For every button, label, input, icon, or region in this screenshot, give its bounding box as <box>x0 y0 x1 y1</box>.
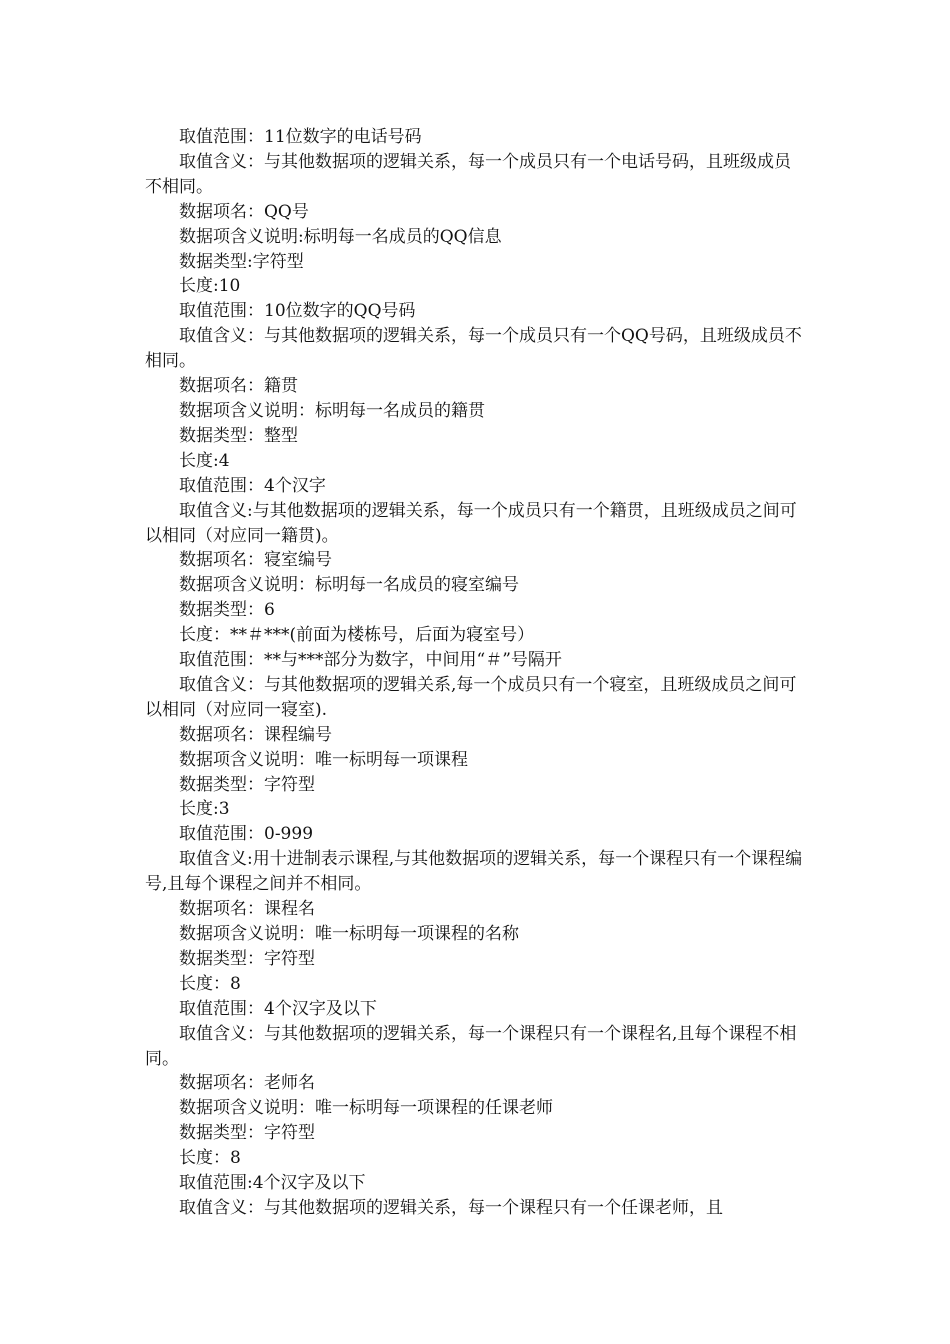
paragraph: 取值范围：4个汉字及以下 <box>179 998 377 1019</box>
paragraph: 取值含义：与其他数据项的逻辑关系，每一个成员只有一个电话号码，且班级成员不相同。 <box>145 151 791 197</box>
paragraph: 数据项名：籍贯 <box>179 376 298 397</box>
paragraph: 数据项含义说明：唯一标明每一项课程的任课老师 <box>179 1098 553 1119</box>
paragraph: 取值范围：11位数字的电话号码 <box>179 127 422 147</box>
paragraph: 取值含义：与其他数据项的逻辑关系，每一个成员只有一个QQ号码，且班级成员不相同。 <box>145 326 802 372</box>
document-body <box>145 125 805 1221</box>
paragraph: 取值范围：0-999 <box>179 824 314 845</box>
paragraph: 长度：8 <box>179 1148 241 1169</box>
paragraph: 数据类型：字符型 <box>179 1123 315 1144</box>
paragraph: 数据项名：课程编号 <box>179 724 332 745</box>
paragraph: 长度:3 <box>179 799 230 820</box>
paragraph: 数据项名：寝室编号 <box>179 550 332 571</box>
paragraph: 取值范围:4个汉字及以下 <box>179 1173 366 1194</box>
paragraph: 取值范围：**与***部分为数字，中间用“＃”号隔开 <box>179 650 562 671</box>
paragraph: 长度：**＃***(前面为楼栋号，后面为寝室号） <box>179 625 535 646</box>
paragraph: 数据类型:字符型 <box>179 251 304 272</box>
paragraph: 取值含义：与其他数据项的逻辑关系,每一个成员只有一个寝室，且班级成员之间可以相同（对应同一寝室). <box>145 674 797 720</box>
paragraph: 长度：8 <box>179 973 241 994</box>
paragraph: 数据项名：QQ号 <box>179 201 309 222</box>
paragraph: 数据类型：整型 <box>179 425 298 446</box>
paragraph: 长度:10 <box>179 276 241 297</box>
paragraph: 数据类型：6 <box>179 600 275 621</box>
paragraph: 数据项含义说明：唯一标明每一项课程 <box>179 749 468 770</box>
paragraph: 数据类型：字符型 <box>179 774 315 795</box>
paragraph: 数据项含义说明:标明每一名成员的QQ信息 <box>179 226 502 247</box>
paragraph: 取值范围：10位数字的QQ号码 <box>179 301 416 322</box>
paragraph: 数据项含义说明：标明每一名成员的籍贯 <box>179 400 485 421</box>
paragraph: 数据项名：老师名 <box>179 1073 315 1094</box>
paragraph: 取值范围：4个汉字 <box>179 475 326 496</box>
paragraph: 数据类型：字符型 <box>179 948 315 969</box>
paragraph: 取值含义:与其他数据项的逻辑关系，每一个成员只有一个籍贯，且班级成员之间可以相同（对应同一籍贯)。 <box>145 500 797 546</box>
paragraph: 数据项名：课程名 <box>179 899 315 920</box>
paragraph: 取值含义:用十进制表示课程,与其他数据项的逻辑关系，每一个课程只有一个课程编号,且每个课程之间并不相同。 <box>145 849 803 895</box>
paragraph: 长度:4 <box>179 450 230 471</box>
paragraph: 取值含义：与其他数据项的逻辑关系，每一个课程只有一个课程名,且每个课程不相同。 <box>145 1023 797 1069</box>
paragraph: 数据项含义说明：唯一标明每一项课程的名称 <box>179 924 519 944</box>
paragraph: 取值含义：与其他数据项的逻辑关系，每一个课程只有一个任课老师，且 <box>179 1197 723 1218</box>
paragraph: 数据项含义说明：标明每一名成员的寝室编号 <box>179 575 519 596</box>
